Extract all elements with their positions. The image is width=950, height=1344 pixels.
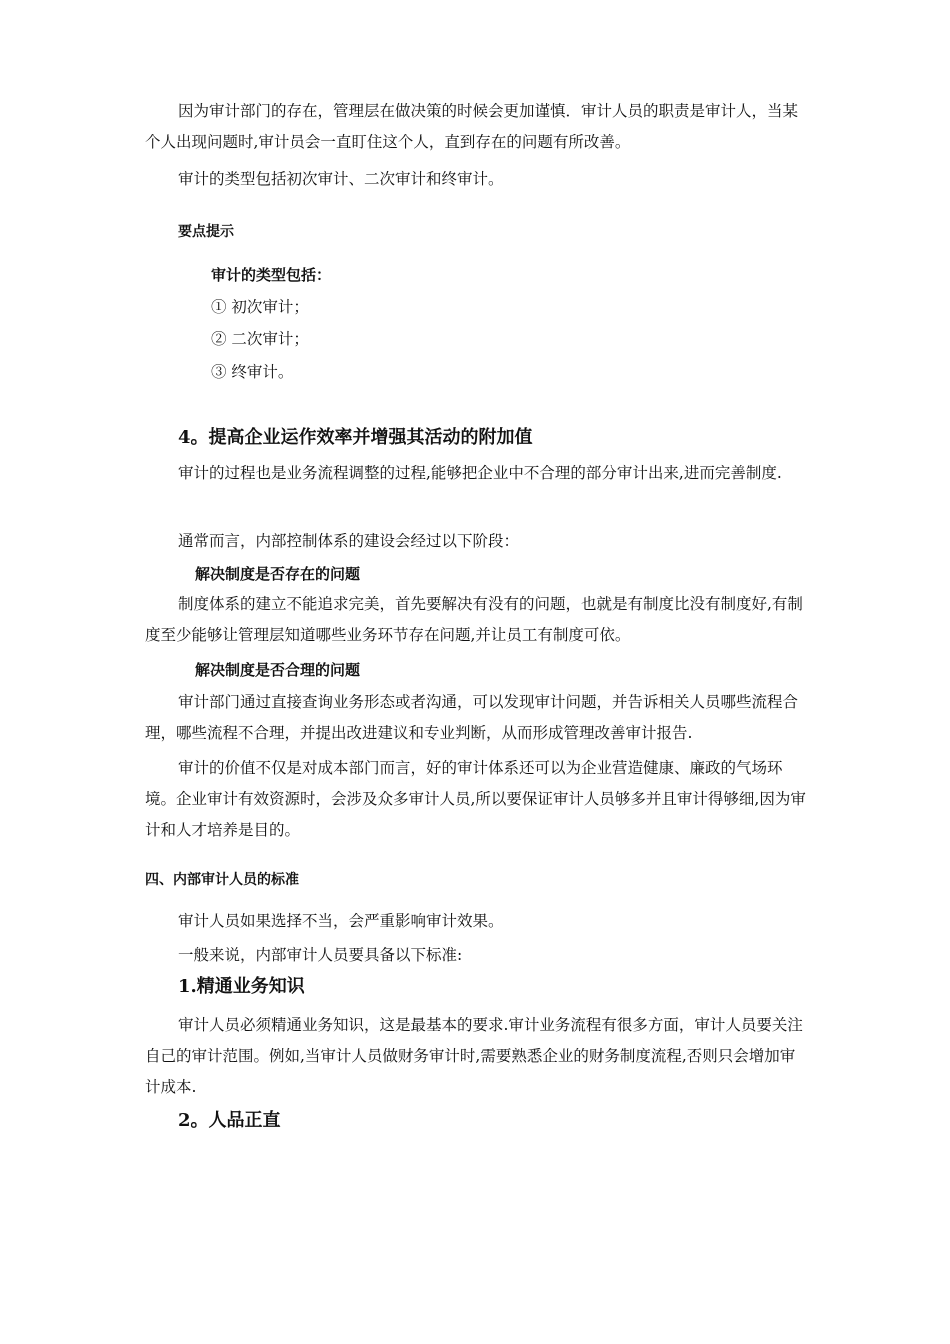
paragraph-audit-role: 因为审计部门的存在，管理层在做决策的时候会更加谨慎．审计人员的职责是审计人，当某个人出现问题时,审计员会一直盯住这个人，直到存在的问题有所改善。 — [145, 102, 799, 151]
paragraph-business-knowledge: 审计人员必须精通业务知识，这是最基本的要求.审计业务流程有很多方面，审计人员要关注自己的审计范围。例如,当审计人员做财务审计时,需要熟悉企业的财务制度流程,否则只会增加审计成本. — [145, 1016, 803, 1096]
paragraph-selection: 审计人员如果选择不当，会严重影响审计效果。 — [178, 912, 504, 930]
subheading-reasonable: 解决制度是否合理的问题 — [195, 661, 361, 679]
heading-section-4: 4。提高企业运作效率并增强其活动的附加值 — [178, 427, 533, 448]
paragraph-audit-dept: 审计部门通过直接查询业务形态或者沟通，可以发现审计问题，并告诉相关人员哪些流程合理，哪些流程不合理，并提出改进建议和专业判断，从而形成管理改善审计报告. — [145, 693, 799, 742]
tips-item-1: ① 初次审计； — [211, 298, 309, 316]
paragraph-audit-value: 审计的价值不仅是对成本部门而言，好的审计体系还可以为企业营造健康、廉政的气场环境。企业审计有效资源时，会涉及众多审计人员,所以要保证审计人员够多并且审计得够细,因为审计和人才培养是目的。 — [145, 759, 806, 839]
tips-item-3: ③ 终审计。 — [211, 363, 294, 381]
paragraph-system-build: 制度体系的建立不能追求完美，首先要解决有没有的问题，也就是有制度比没有制度好,有制度至少能够让管理层知道哪些业务环节存在问题,并让员工有制度可依。 — [145, 595, 803, 644]
paragraph-stages: 通常而言，内部控制体系的建设会经过以下阶段： — [178, 532, 520, 550]
paragraph-standards-intro: 一般来说，内部审计人员要具备以下标准: — [178, 946, 463, 964]
tips-item-2: ② 二次审计； — [211, 330, 309, 348]
subheading-existence: 解决制度是否存在的问题 — [195, 565, 361, 583]
heading-business-knowledge: 1.精通业务知识 — [178, 976, 305, 997]
section-heading-standards: 四、内部审计人员的标准 — [145, 872, 299, 888]
tips-label: 要点提示 — [178, 224, 234, 240]
paragraph-process: 审计的过程也是业务流程调整的过程,能够把企业中不合理的部分审计出来,进而完善制度. — [178, 464, 782, 482]
tips-title: 审计的类型包括： — [211, 266, 332, 284]
paragraph-audit-types: 审计的类型包括初次审计、二次审计和终审计。 — [178, 170, 504, 188]
heading-integrity: 2。人品正直 — [178, 1110, 281, 1131]
